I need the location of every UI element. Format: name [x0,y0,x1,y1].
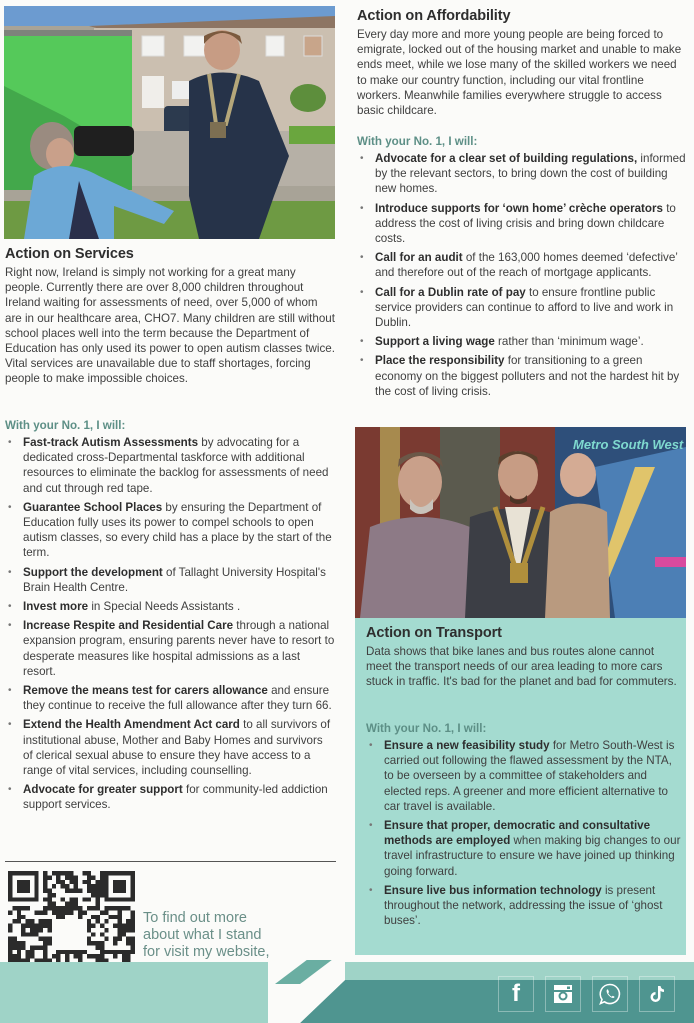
affordability-body: Every day more and more young people are being forced to emigrate, locked out of the housing market and unable to make ends meet, while we lose many of the skilled workers we need to make our country function, including our vital frontline workers. Meanwhile families everywhere struggle to access basic childcare. [357,28,682,118]
pledge-item [5,435,335,496]
affordability-pledges [357,135,687,403]
pledge-text: for transitioning to a green economy on the biggest polluters and not the hardest hit by the cost of living crisis. [375,354,680,398]
footer-band [0,960,694,1023]
transport-section [366,625,682,690]
cta-line-1: To find out more [143,910,247,926]
pledge-item [366,883,682,929]
pledge-text: and ensure they continue to receive the full allowance after they turn 66. [23,684,332,713]
services-photo [4,6,335,239]
pledge-text: for Metro South-West is carried out following the flawed assessment by the NTA, to be overseen by a committee of stakeholders and elected reps. A greener and more efficient alternative to car travel is available. [384,739,675,813]
pledge-text: to address the cost of living crisis and bring down childcare costs. [375,201,676,246]
pledge-item [357,353,687,399]
facebook-button[interactable] [498,976,534,1012]
affordability-will-heading: With your No. 1, I will: [357,135,478,148]
pledge-bold: Support the development [23,565,163,579]
pledge-text: in Special Needs Assistants . [88,600,241,614]
pledge-bold: Guarantee School Places [23,500,163,514]
transport-photo [355,427,686,618]
pledge-bold: Increase Respite and Residential Care [23,619,234,633]
services-title: Action on Services [5,246,134,262]
pledge-item [357,285,687,331]
cta-line-2: about what I stand [143,927,262,943]
pledge-text: of Tallaght University Hospital's Brain Health Centre. [23,565,326,594]
metro-banner-text: Metro South West [573,437,684,452]
transport-pledge-list [366,738,682,928]
pledge-text: informed by the relevant sectors, to bring down the cost of building new homes. [375,152,686,196]
pledge-item [5,599,335,614]
cta-line-3: for visit my website, [143,944,270,960]
services-pledge-list [5,435,335,813]
pledge-bold: Advocate for greater support [23,783,183,797]
facebook-icon: f [512,980,520,1007]
pledge-item [5,683,335,713]
pledge-bold: Invest more [23,600,89,614]
pledge-text: is present throughout the network, addressing the issue of ‘ghost buses’. [384,883,663,928]
services-will-heading: With your No. 1, I will: [5,419,126,432]
transport-pledges [366,722,682,932]
whatsapp-icon [598,982,622,1006]
pledge-bold: Ensure that proper, democratic and consultative methods are employed [384,819,651,848]
pledge-text: through a national expansion program, ensuring parents never have to resort to desperate measures like hospital admissions as a last resort. [23,619,335,678]
services-photo-illustration [4,6,335,239]
pledge-text: to ensure frontline public service providers can continue to afford to live and work in Dublin. [375,285,674,330]
pledge-text: by advocating for a dedicated cross-Departmental taskforce with additional resources to eliminate the backlog for assessments of need and cut through red tape. [23,436,329,495]
pledge-bold: Support a living wage [375,335,495,349]
pledge-bold: Ensure live bus information technology [384,883,602,897]
pledge-text: when making big changes to our travel infrastructure to ensure we have joined up thinking going forward. [384,834,681,878]
pledge-text: for community-led addiction support services. [23,783,328,812]
footer-dark-band [300,980,694,1023]
pledge-text: by ensuring the Department of Education fully uses its power to compel schools to open autism classes, so every child has a place by the start of the term. [23,500,332,560]
pledge-text: of the 163,000 homes deemed ‘defective’ and therefore out of the reach of mortgage applicants. [375,251,678,280]
tiktok-icon [647,984,667,1004]
pledge-item [366,818,682,879]
pledge-bold: Place the responsibility [375,354,505,368]
pledge-item [357,250,687,280]
pledge-item [5,500,335,561]
pledge-bold: Ensure a new feasibility study [384,739,550,752]
pledge-item [357,334,687,349]
section-divider [5,861,336,862]
pledge-bold: Remove the means test for carers allowance [23,684,268,698]
affordability-section [357,8,687,118]
pledge-item [5,782,335,812]
affordability-title: Action on Affordability [357,8,511,24]
pledge-bold: Call for a Dublin rate of pay [375,285,526,299]
instagram-icon [552,983,574,1005]
pledge-item [5,565,335,595]
services-body: Right now, Ireland is simply not working for a great many people. Currently there are over 8,000 children throughout Ireland waiting for assessments of need, over 5,000 of whom are in our healthcare area, CHO7. Many children are still without school places well into the term because the Department of Education has only used its power to open autism classes twice. Vital services are unavailable due to staff shortages, forcing people to make impossible choices. [5,266,335,386]
pledge-item [366,738,682,814]
pledge-item [357,201,687,247]
tiktok-button[interactable] [639,976,675,1012]
transport-photo-illustration [355,427,686,618]
affordability-pledge-list [357,151,687,399]
pledge-item [5,717,335,778]
pledge-bold: Advocate for a clear set of building regulations, [375,152,638,165]
transport-title: Action on Transport [366,625,502,641]
pledge-bold: Call for an audit [375,251,463,265]
pledge-item [357,151,687,197]
services-pledges [5,419,335,817]
pledge-text: rather than ‘minimum wage’. [494,335,644,349]
pledge-text: to all survivors of institutional abuse, Mother and Baby Homes and survivors of clerical sexual abuse to ensure they have access to a range of vital services, including counselling. [23,718,331,778]
transport-body: Data shows that bike lanes and bus routes alone cannot meet the transport needs of our area leading to more cars stuck in traffic. It's bad for the planet and bad for commuters. [366,645,677,689]
pledge-bold: Introduce supports for ‘own home’ crèche operators [375,201,663,215]
transport-will-heading: With your No. 1, I will: [366,722,487,735]
pledge-bold: Fast-track Autism Assessments [23,436,199,449]
pledge-item [5,618,335,679]
pledge-bold: Extend the Health Amendment Act card [23,718,240,732]
whatsapp-button[interactable] [592,976,628,1012]
services-section [5,246,335,387]
instagram-button[interactable] [545,976,581,1012]
